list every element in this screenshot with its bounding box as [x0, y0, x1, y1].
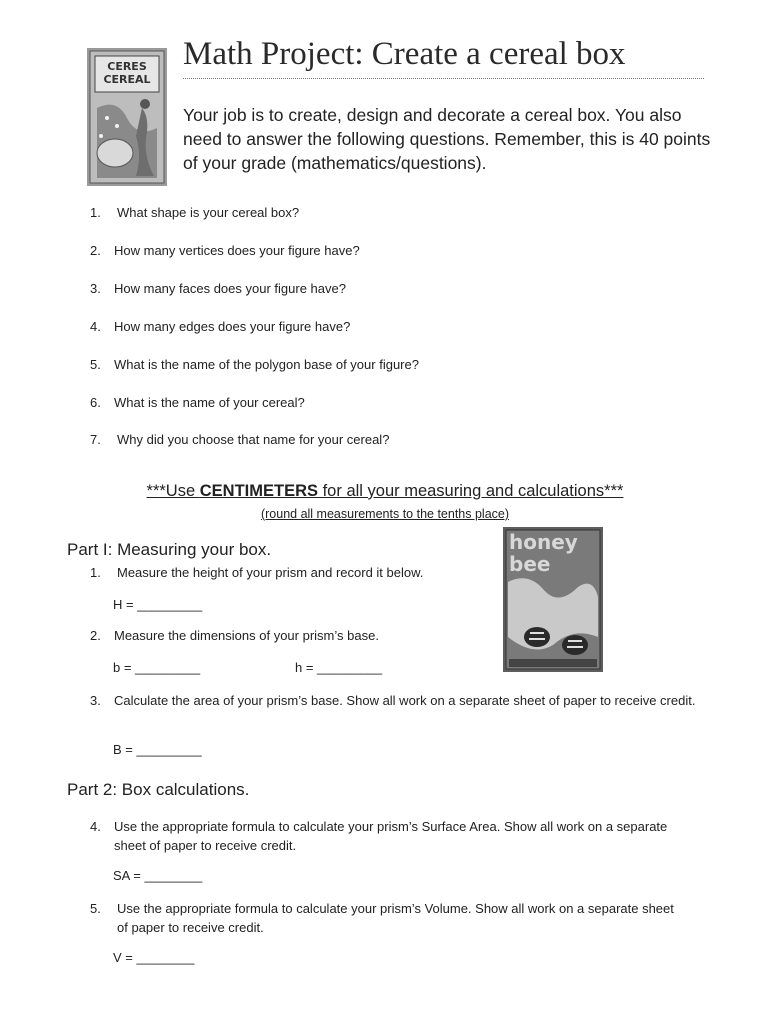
part-1-item-3: 3. Calculate the area of your prism’s base. Show all work on a separate sheet of paper to receive credit. [90, 693, 696, 708]
surface-area-answer-line: SA = ________ [113, 868, 203, 883]
part-2-item-5: 5. Use the appropriate formula to calculate your prism’s Volume. Show all work on a separate sheet of paper to receive credit. [90, 901, 674, 935]
honey-bee-logo-text: honey bee [509, 530, 578, 576]
part-1-heading: Part I: Measuring your box. [67, 540, 272, 559]
part-2-heading: Part 2: Box calculations. [67, 780, 250, 799]
part-2-item-4: 4. Use the appropriate formula to calculate your prism’s Surface Area. Show all work on a separate sheet of paper to receive credit. [90, 819, 668, 853]
page-title: Math Project: Create a cereal box [183, 36, 626, 72]
cereal-box-logo-text: CERES CEREAL [103, 60, 151, 86]
height-answer-line: H = _________ [113, 597, 203, 612]
cereal-box-image [87, 48, 167, 186]
honey-bee-box-image [503, 527, 603, 672]
rounding-note: (round all measurements to the tenths place) [260, 507, 510, 521]
title-divider [183, 78, 704, 79]
intro-paragraph: Your job is to create, design and decorate a cereal box. You also need to answer the following questions. Remember, this is 40 points of your grade (mathematics/questions). [183, 105, 711, 173]
volume-answer-line: V = ________ [113, 950, 195, 965]
base-height-answer-line: h = _________ [295, 660, 383, 675]
base-length-answer-line: b = _________ [113, 660, 201, 675]
base-area-answer-line: B = _________ [113, 742, 202, 757]
units-instruction: ***Use CENTIMETERS for all your measuring and calculations*** [146, 482, 624, 500]
